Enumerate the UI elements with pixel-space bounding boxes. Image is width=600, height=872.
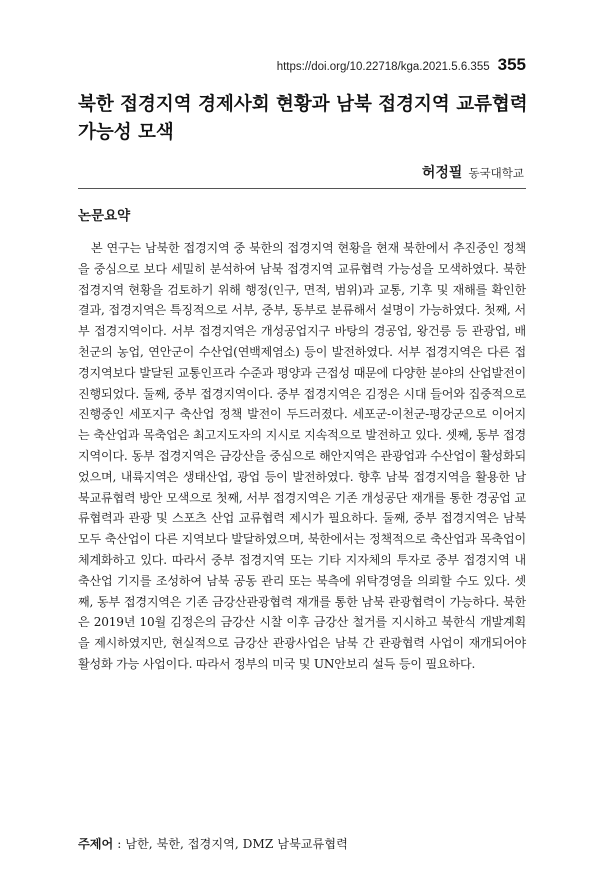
running-header — [277, 55, 526, 75]
paper-title: 북한 접경지역 경제사회 현황과 남북 접경지역 교류협력 가능성 모색 — [78, 94, 528, 143]
abstract-heading: 논문요약 — [78, 208, 131, 224]
keywords-separator: : — [113, 837, 126, 851]
author-line — [422, 162, 524, 182]
author-name: 허정필 — [421, 165, 463, 181]
header-divider — [78, 188, 526, 189]
keywords-line — [78, 835, 348, 852]
keywords-label: 주제어 — [78, 837, 114, 851]
abstract-body: 본 연구는 남북한 접경지역 중 북한의 접경지역 현황을 현재 북한에서 추진중인 정책을 중심으로 보다 세밀히 분석하여 남북 접경지역 교류협력 가능성을 모색하였다. 북한 접경지역 현황을 검토하기 위해 행정(인구, 면적, 범위)과 교통, 기후 및 재해를 확인한 결과, 접경지역은 특징적으로 서부, 중부, 동부로 분류해서 설명이 가능하였다. 첫째, 서부 접경지역이다. 서부 접경지역은 개성공업지구 바탕의 경공업, 왕건릉 등 관광업, 배천군의 농업, 연안군이 수산업(연백제염소) 등이 발전하였다. 서부 접경지역은 다른 접경지역보다 발달된 교통인프라 수준과 평양과 근접성 때문에 다양한 분야의 산업발전이 진행되었다. 둘째, 중부 접경지역이다. 중부 접경지역은 김정은 시대 들어와 집중적으로 진행중인 세포지구 축산업 정책 발전이 두드러졌다. 세포군-이천군-평강군으로 이어지는 축산업과 목축업은 최고지도자의 지시로 지속적으로 발전하고 있다. 셋째, 동부 접경지역이다. 동부 접경지역은 금강산을 중심으로 해안지역은 관광업과 수산업이 활성화되었으며, 내륙지역은 생태산업, 광업 등이 발전하였다. 향후 남북 접경지역을 활용한 남북교류협력 방안 모색으로 첫째, 서부 접경지역은 기존 개성공단 재개를 통한 경공업 교류협력과 관광 및 스포츠 산업 교류협력 제시가 필요하다. 둘째, 중부 접경지역은 남북 모두 축산업이 다른 지역보다 발달하였으며, 북한에서는 정책적으로 축산업과 목축업이 체계화하고 있다. 따라서 중부 접경지역 또는 기타 지자체의 투자로 중부 접경지역 내 축산업 기지를 조성하여 남북 공동 관리 또는 북측에 위탁경영을 의뢰할 수도 있다. 셋째, 동부 접경지역은 기존 금강산관광협력 재개를 통한 남북 관광협력이 가능하다. 북한은 2019년 10월 김정은의 금강산 시찰 이후 금강산 철거를 지시하고 북한식 개발계획을 제시하였지만, 현실적으로 금강산 관광사업은 남북 간 관광협력 사업이 재개되어야 활성화 가능 사업이다. 따라서 정부의 미국 및 UN안보리 설득 등이 필요하다. — [78, 241, 526, 671]
author-affiliation: 동국대학교 — [468, 166, 524, 180]
keywords-values: 남한, 북한, 접경지역, DMZ 남북교류협력 — [125, 837, 348, 851]
page-number: 355 — [497, 55, 526, 74]
doi-link[interactable]: https://doi.org/10.22718/kga.2021.5.6.355 — [276, 61, 490, 73]
